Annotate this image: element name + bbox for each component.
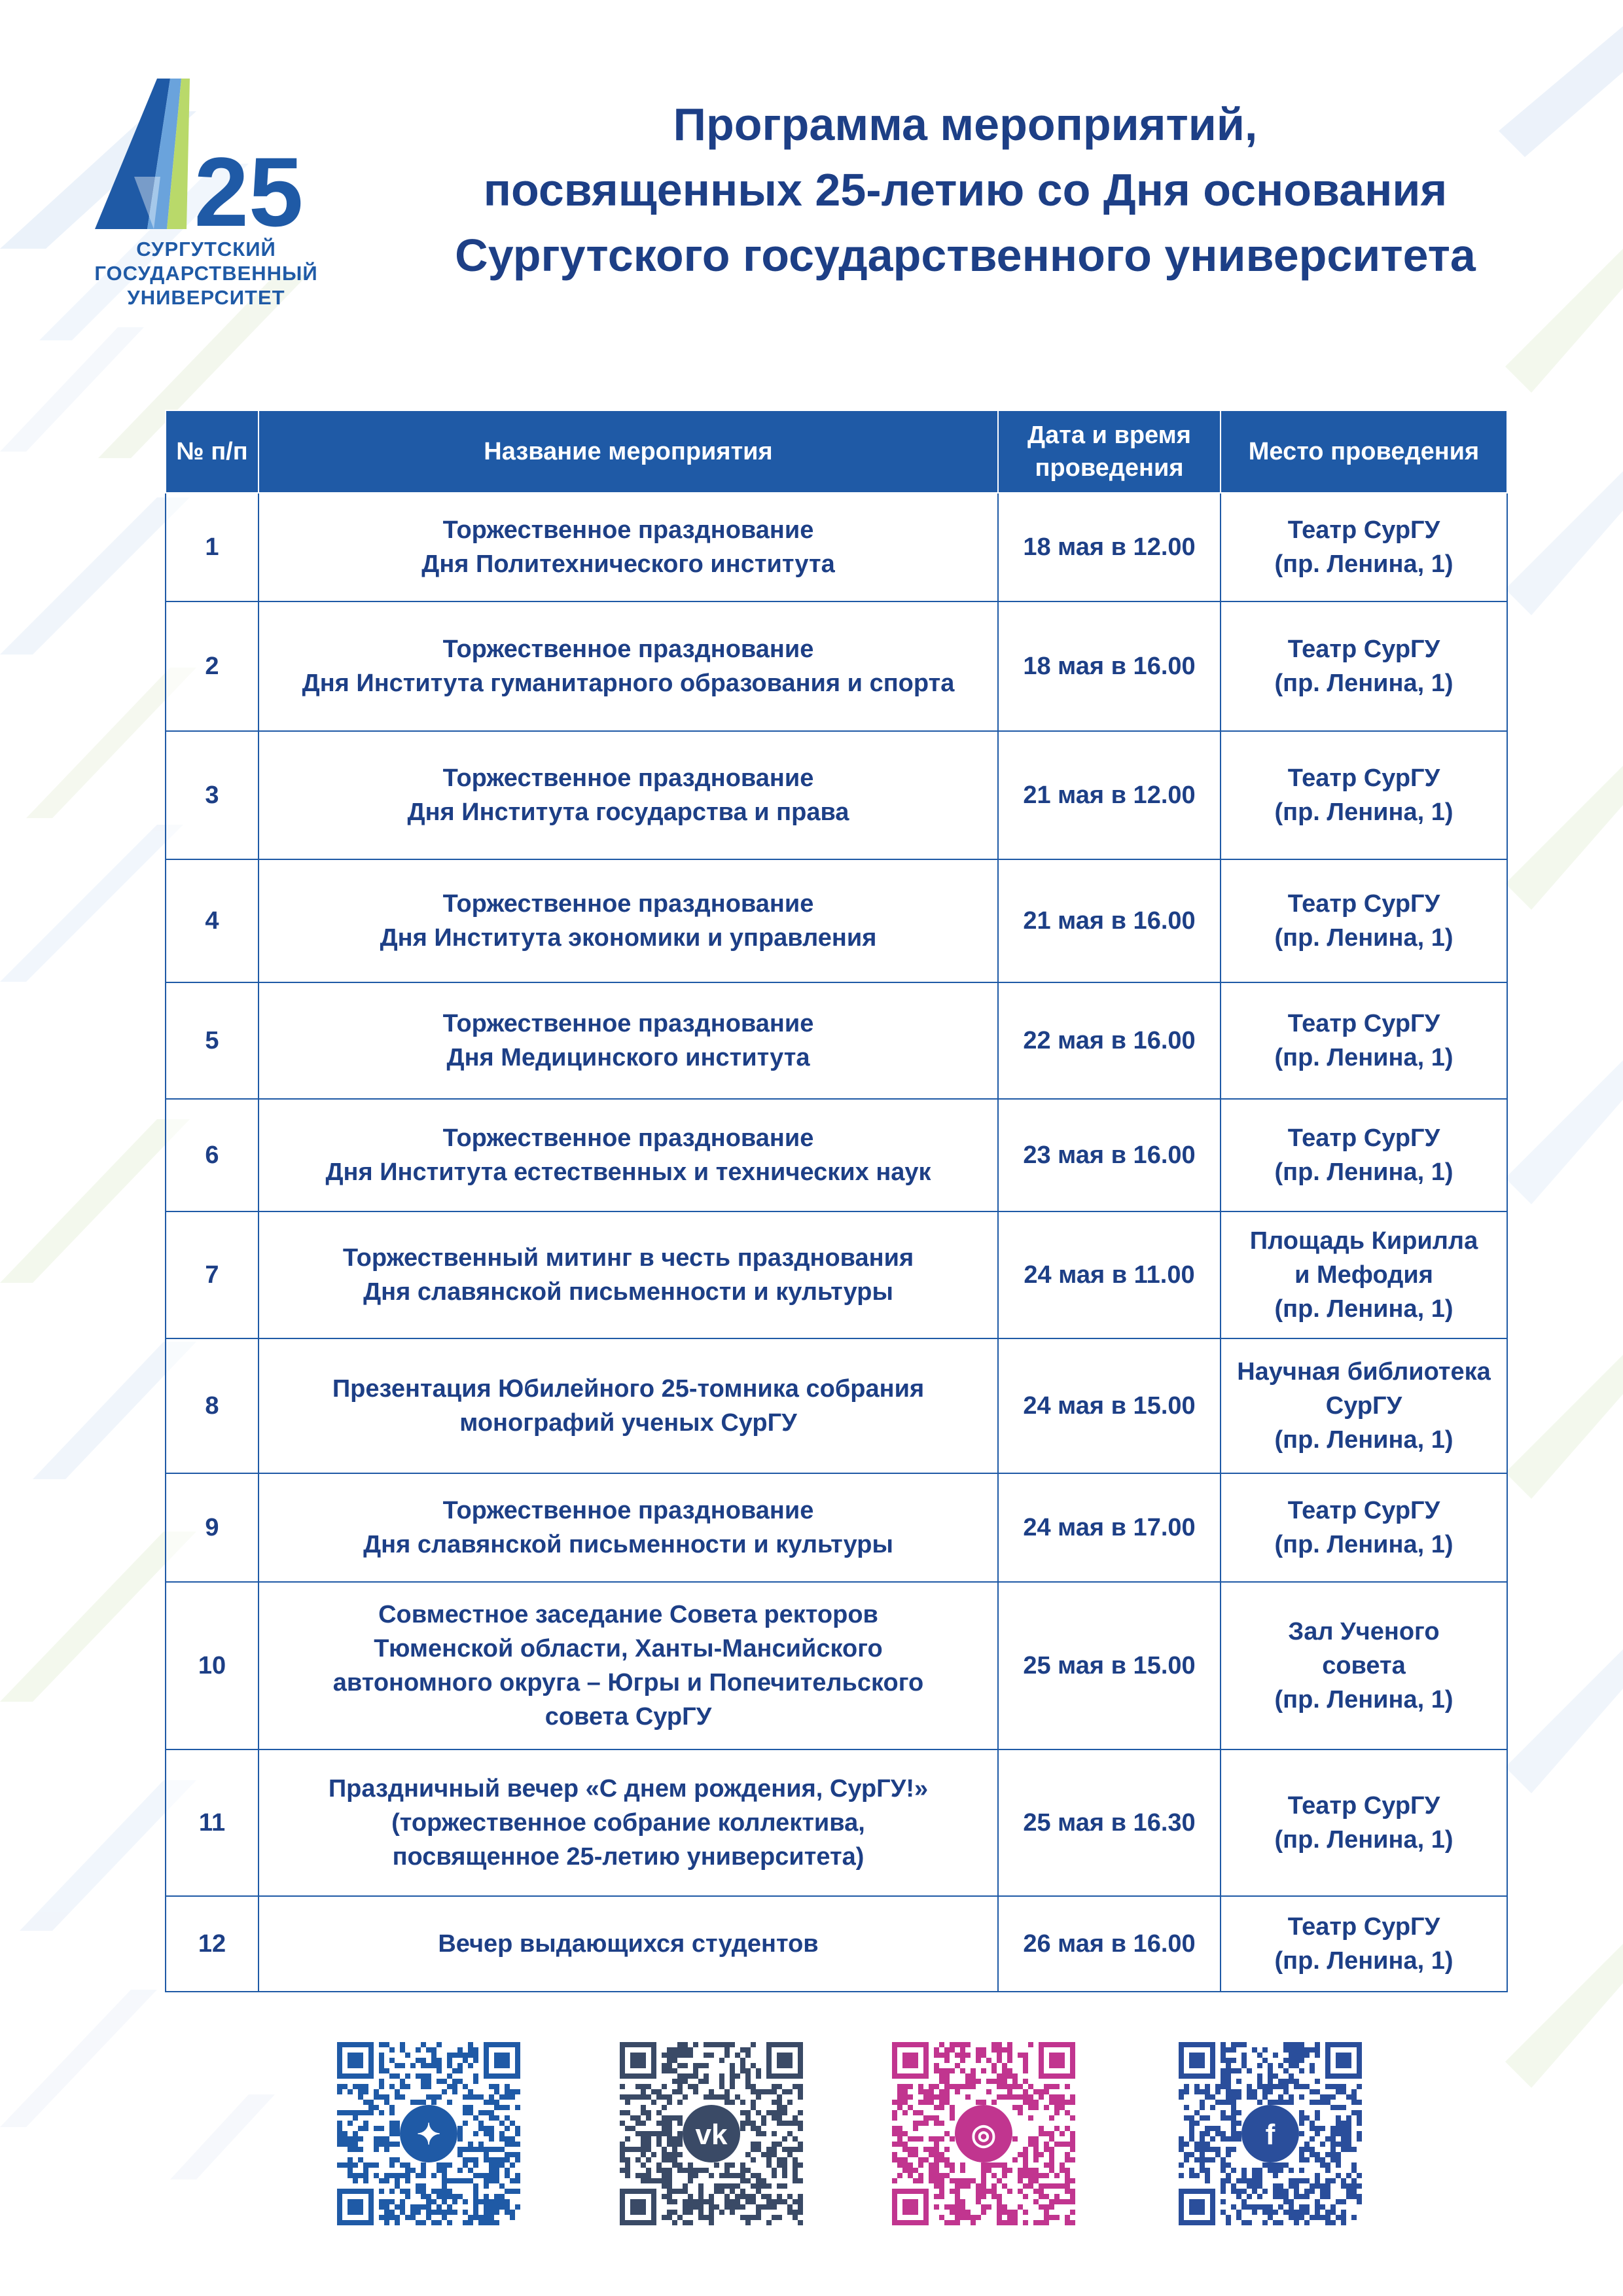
table-row bbox=[166, 601, 1507, 731]
event-place-line: Театр СурГУ bbox=[1287, 1913, 1440, 1941]
event-place-line: (пр. Ленина, 1) bbox=[1274, 1947, 1454, 1975]
title-line: посвященных 25-летию со Дня основания bbox=[483, 164, 1448, 215]
event-number: 4 bbox=[166, 859, 259, 982]
event-name bbox=[259, 982, 998, 1099]
event-name bbox=[259, 1211, 998, 1338]
university-emblem-icon-glyph: ✦ bbox=[416, 2119, 441, 2151]
event-place-line: (пр. Ленина, 1) bbox=[1274, 1158, 1454, 1186]
logo-number: 25 bbox=[194, 137, 304, 247]
title-line: Программа мероприятий, bbox=[673, 99, 1258, 150]
table-row bbox=[166, 1749, 1507, 1896]
event-name bbox=[259, 601, 998, 731]
event-date: 21 мая в 16.00 bbox=[998, 859, 1221, 982]
table-row bbox=[166, 1896, 1507, 1992]
qr-codes-row bbox=[0, 2042, 1623, 2232]
event-place-line: (пр. Ленина, 1) bbox=[1274, 798, 1454, 826]
event-name-line: Презентация Юбилейного 25-томника собрания bbox=[332, 1375, 925, 1403]
event-date: 22 мая в 16.00 bbox=[998, 982, 1221, 1099]
event-place-line: СурГУ bbox=[1325, 1392, 1402, 1420]
table-row bbox=[166, 859, 1507, 982]
table-row bbox=[166, 1099, 1507, 1211]
event-number: 7 bbox=[166, 1211, 259, 1338]
event-name-line: Дня славянской письменности и культуры bbox=[363, 1278, 893, 1306]
event-name bbox=[259, 731, 998, 859]
event-place-line: (пр. Ленина, 1) bbox=[1274, 924, 1454, 952]
event-place bbox=[1221, 982, 1507, 1099]
table-header-row bbox=[166, 410, 1507, 493]
event-name bbox=[259, 1473, 998, 1582]
event-name-line: совета СурГУ bbox=[544, 1703, 712, 1731]
event-name-line: Дня Политехнического института bbox=[421, 550, 835, 578]
qr-pattern bbox=[1179, 2042, 1362, 2225]
event-name bbox=[259, 1582, 998, 1749]
event-place-line: (пр. Ленина, 1) bbox=[1274, 1826, 1454, 1854]
event-number: 6 bbox=[166, 1099, 259, 1211]
event-place-line: совета bbox=[1322, 1652, 1406, 1679]
qr-code-vk[interactable] bbox=[620, 2042, 803, 2225]
event-number: 10 bbox=[166, 1582, 259, 1749]
event-place-line: (пр. Ленина, 1) bbox=[1274, 1295, 1454, 1323]
event-place-line: (пр. Ленина, 1) bbox=[1274, 1426, 1454, 1454]
page-title bbox=[366, 92, 1564, 288]
event-name-line: Торжественное празднование bbox=[442, 1124, 814, 1152]
table-row bbox=[166, 1582, 1507, 1749]
event-place-line: (пр. Ленина, 1) bbox=[1274, 1531, 1454, 1558]
table-row bbox=[166, 982, 1507, 1099]
event-name bbox=[259, 493, 998, 601]
event-place bbox=[1221, 1749, 1507, 1896]
event-date: 18 мая в 16.00 bbox=[998, 601, 1221, 731]
event-place-line: Театр СурГУ bbox=[1287, 890, 1440, 918]
event-place-line: и Мефодия bbox=[1294, 1261, 1433, 1289]
event-place bbox=[1221, 1896, 1507, 1992]
qr-pattern bbox=[337, 2042, 520, 2225]
event-name-line: Торжественное празднование bbox=[442, 764, 814, 792]
event-name-line: (торжественное собрание коллектива, bbox=[391, 1809, 865, 1837]
event-place-line: Театр СурГУ bbox=[1287, 1497, 1440, 1524]
event-name-line: автономного округа – Югры и Попечительского bbox=[332, 1669, 924, 1696]
event-date: 26 мая в 16.00 bbox=[998, 1896, 1221, 1992]
event-place-line: Театр СурГУ bbox=[1287, 516, 1440, 544]
facebook-icon-glyph: f bbox=[1265, 2119, 1275, 2151]
event-place bbox=[1221, 1211, 1507, 1338]
table-row bbox=[166, 1473, 1507, 1582]
event-name-line: Дня Института экономики и управления bbox=[380, 924, 877, 952]
event-name bbox=[259, 1099, 998, 1211]
event-place-line: (пр. Ленина, 1) bbox=[1274, 1686, 1454, 1713]
event-number: 8 bbox=[166, 1338, 259, 1473]
events-table bbox=[165, 410, 1508, 1992]
table-row bbox=[166, 1211, 1507, 1338]
event-place-line: Площадь Кирилла bbox=[1249, 1227, 1478, 1255]
event-number: 12 bbox=[166, 1896, 259, 1992]
qr-code-facebook[interactable] bbox=[1179, 2042, 1362, 2225]
instagram-icon-glyph: ◎ bbox=[971, 2119, 997, 2151]
logo-text-line: СУРГУТСКИЙ bbox=[136, 238, 276, 260]
header-date-line: проведения bbox=[1035, 454, 1184, 482]
header-place: Место проведения bbox=[1221, 410, 1507, 493]
header-date bbox=[998, 410, 1221, 493]
event-place-line: Театр СурГУ bbox=[1287, 1010, 1440, 1037]
event-name-line: Торжественный митинг в честь празднования bbox=[342, 1244, 914, 1272]
event-number: 2 bbox=[166, 601, 259, 731]
qr-code-university[interactable] bbox=[337, 2042, 520, 2225]
event-name-line: Тюменской области, Ханты-Мансийского bbox=[374, 1635, 883, 1662]
event-name-line: Дня Института государства и права bbox=[407, 798, 849, 826]
event-place-line: Зал Ученого bbox=[1288, 1618, 1440, 1645]
table-row bbox=[166, 493, 1507, 601]
event-place bbox=[1221, 731, 1507, 859]
event-number: 3 bbox=[166, 731, 259, 859]
event-name-line: посвященное 25-летию университета) bbox=[392, 1843, 865, 1871]
event-name bbox=[259, 1896, 998, 1992]
event-date: 24 мая в 11.00 bbox=[998, 1211, 1221, 1338]
table-row bbox=[166, 1338, 1507, 1473]
event-place bbox=[1221, 1473, 1507, 1582]
header-date-line: Дата и время bbox=[1027, 422, 1191, 449]
event-name-line: Вечер выдающихся студентов bbox=[438, 1930, 819, 1958]
event-number: 5 bbox=[166, 982, 259, 1099]
event-name bbox=[259, 1338, 998, 1473]
event-place bbox=[1221, 493, 1507, 601]
event-name-line: Дня Медицинского института bbox=[446, 1044, 810, 1071]
event-name-line: Торжественное празднование bbox=[442, 1497, 814, 1524]
header-num: № п/п bbox=[166, 410, 259, 493]
event-name-line: Торжественное празднование bbox=[442, 1010, 814, 1037]
logo-text-line: ГОСУДАРСТВЕННЫЙ bbox=[94, 262, 318, 285]
event-date: 25 мая в 15.00 bbox=[998, 1582, 1221, 1749]
event-date: 23 мая в 16.00 bbox=[998, 1099, 1221, 1211]
qr-pattern bbox=[620, 2042, 803, 2225]
event-name-line: Дня славянской письменности и культуры bbox=[363, 1531, 893, 1558]
event-place-line: (пр. Ленина, 1) bbox=[1274, 550, 1454, 578]
vk-icon-glyph: vk bbox=[695, 2119, 728, 2151]
event-place bbox=[1221, 1338, 1507, 1473]
table-row bbox=[166, 731, 1507, 859]
event-name-line: Торжественное празднование bbox=[442, 636, 814, 663]
event-place bbox=[1221, 859, 1507, 982]
event-number: 9 bbox=[166, 1473, 259, 1582]
event-place bbox=[1221, 1582, 1507, 1749]
event-place-line: Театр СурГУ bbox=[1287, 1124, 1440, 1152]
event-place-line: Театр СурГУ bbox=[1287, 764, 1440, 792]
logo-text-line: УНИВЕРСИТЕТ bbox=[127, 286, 285, 309]
event-date: 24 мая в 15.00 bbox=[998, 1338, 1221, 1473]
logo-text bbox=[72, 237, 340, 310]
event-name-line: Торжественное празднование bbox=[442, 890, 814, 918]
event-place bbox=[1221, 1099, 1507, 1211]
event-number: 1 bbox=[166, 493, 259, 601]
event-date: 21 мая в 12.00 bbox=[998, 731, 1221, 859]
qr-code-instagram[interactable] bbox=[892, 2042, 1075, 2225]
event-number: 11 bbox=[166, 1749, 259, 1896]
event-name bbox=[259, 1749, 998, 1896]
event-place-line: (пр. Ленина, 1) bbox=[1274, 670, 1454, 697]
event-name-line: Совместное заседание Совета ректоров bbox=[378, 1601, 878, 1628]
event-name-line: Дня Института естественных и технических наук bbox=[325, 1158, 931, 1186]
event-place-line: (пр. Ленина, 1) bbox=[1274, 1044, 1454, 1071]
event-name-line: Торжественное празднование bbox=[442, 516, 814, 544]
event-name bbox=[259, 859, 998, 982]
header-name: Название мероприятия bbox=[259, 410, 998, 493]
event-date: 25 мая в 16.30 bbox=[998, 1749, 1221, 1896]
event-name-line: монографий ученых СурГУ bbox=[459, 1409, 797, 1437]
event-date: 18 мая в 12.00 bbox=[998, 493, 1221, 601]
event-place bbox=[1221, 601, 1507, 731]
event-place-line: Театр СурГУ bbox=[1287, 636, 1440, 663]
event-name-line: Дня Института гуманитарного образования и спорта bbox=[302, 670, 955, 697]
title-line: Сургутского государственного университета bbox=[455, 230, 1476, 281]
event-place-line: Научная библиотека bbox=[1237, 1358, 1491, 1386]
qr-pattern bbox=[892, 2042, 1075, 2225]
event-date: 24 мая в 17.00 bbox=[998, 1473, 1221, 1582]
event-name-line: Праздничный вечер «С днем рождения, СурГУ!» bbox=[328, 1775, 929, 1803]
event-place-line: Театр СурГУ bbox=[1287, 1792, 1440, 1820]
